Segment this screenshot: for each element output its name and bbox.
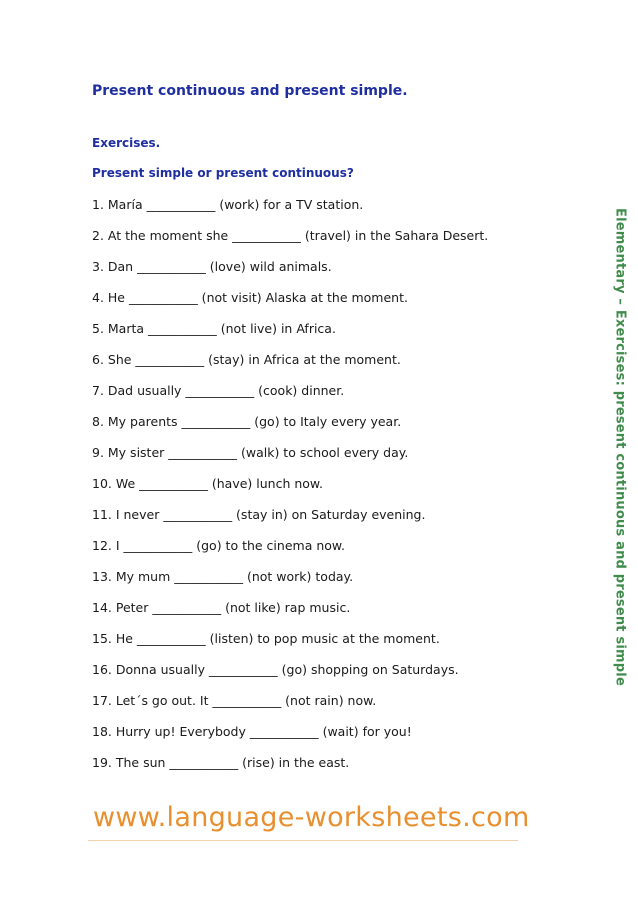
exercise-item: 5. Marta ___________ (not live) in Africa. <box>92 321 336 336</box>
vertical-side-label: Elementary – Exercises: present continuous and present simple <box>612 208 628 686</box>
exercise-item: 7. Dad usually ___________ (cook) dinner. <box>92 383 345 398</box>
exercise-item: 3. Dan ___________ (love) wild animals. <box>92 259 332 274</box>
exercise-item: 15. He ___________ (listen) to pop music at the moment. <box>92 631 440 646</box>
exercise-item: 4. He ___________ (not visit) Alaska at the moment. <box>92 290 408 305</box>
exercise-item: 2. At the moment she ___________ (travel) in the Sahara Desert. <box>92 228 489 243</box>
exercise-item: 8. My parents ___________ (go) to Italy every year. <box>92 414 402 429</box>
footer-website-url: www.language-worksheets.com <box>93 802 530 833</box>
footer-divider <box>88 840 518 841</box>
exercise-item: 12. I ___________ (go) to the cinema now. <box>92 538 345 553</box>
exercise-item: 19. The sun ___________ (rise) in the east. <box>92 755 350 770</box>
exercise-item: 14. Peter ___________ (not like) rap music. <box>92 600 351 615</box>
exercise-instruction: Present simple or present continuous? <box>92 166 354 180</box>
exercises-heading: Exercises. <box>92 136 161 150</box>
worksheet-title: Present continuous and present simple. <box>92 83 408 99</box>
exercise-item: 11. I never ___________ (stay in) on Saturday evening. <box>92 507 426 522</box>
exercise-item: 6. She ___________ (stay) in Africa at the moment. <box>92 352 401 367</box>
exercise-list <box>92 196 488 785</box>
exercise-item: 16. Donna usually ___________ (go) shopping on Saturdays. <box>92 662 459 677</box>
exercise-item: 13. My mum ___________ (not work) today. <box>92 569 354 584</box>
exercise-item: 1. María ___________ (work) for a TV station. <box>92 197 364 212</box>
exercise-item: 9. My sister ___________ (walk) to school every day. <box>92 445 409 460</box>
exercise-item: 18. Hurry up! Everybody ___________ (wait) for you! <box>92 724 412 739</box>
exercise-item: 10. We ___________ (have) lunch now. <box>92 476 323 491</box>
exercise-item: 17. Let´s go out. It ___________ (not rain) now. <box>92 693 377 708</box>
